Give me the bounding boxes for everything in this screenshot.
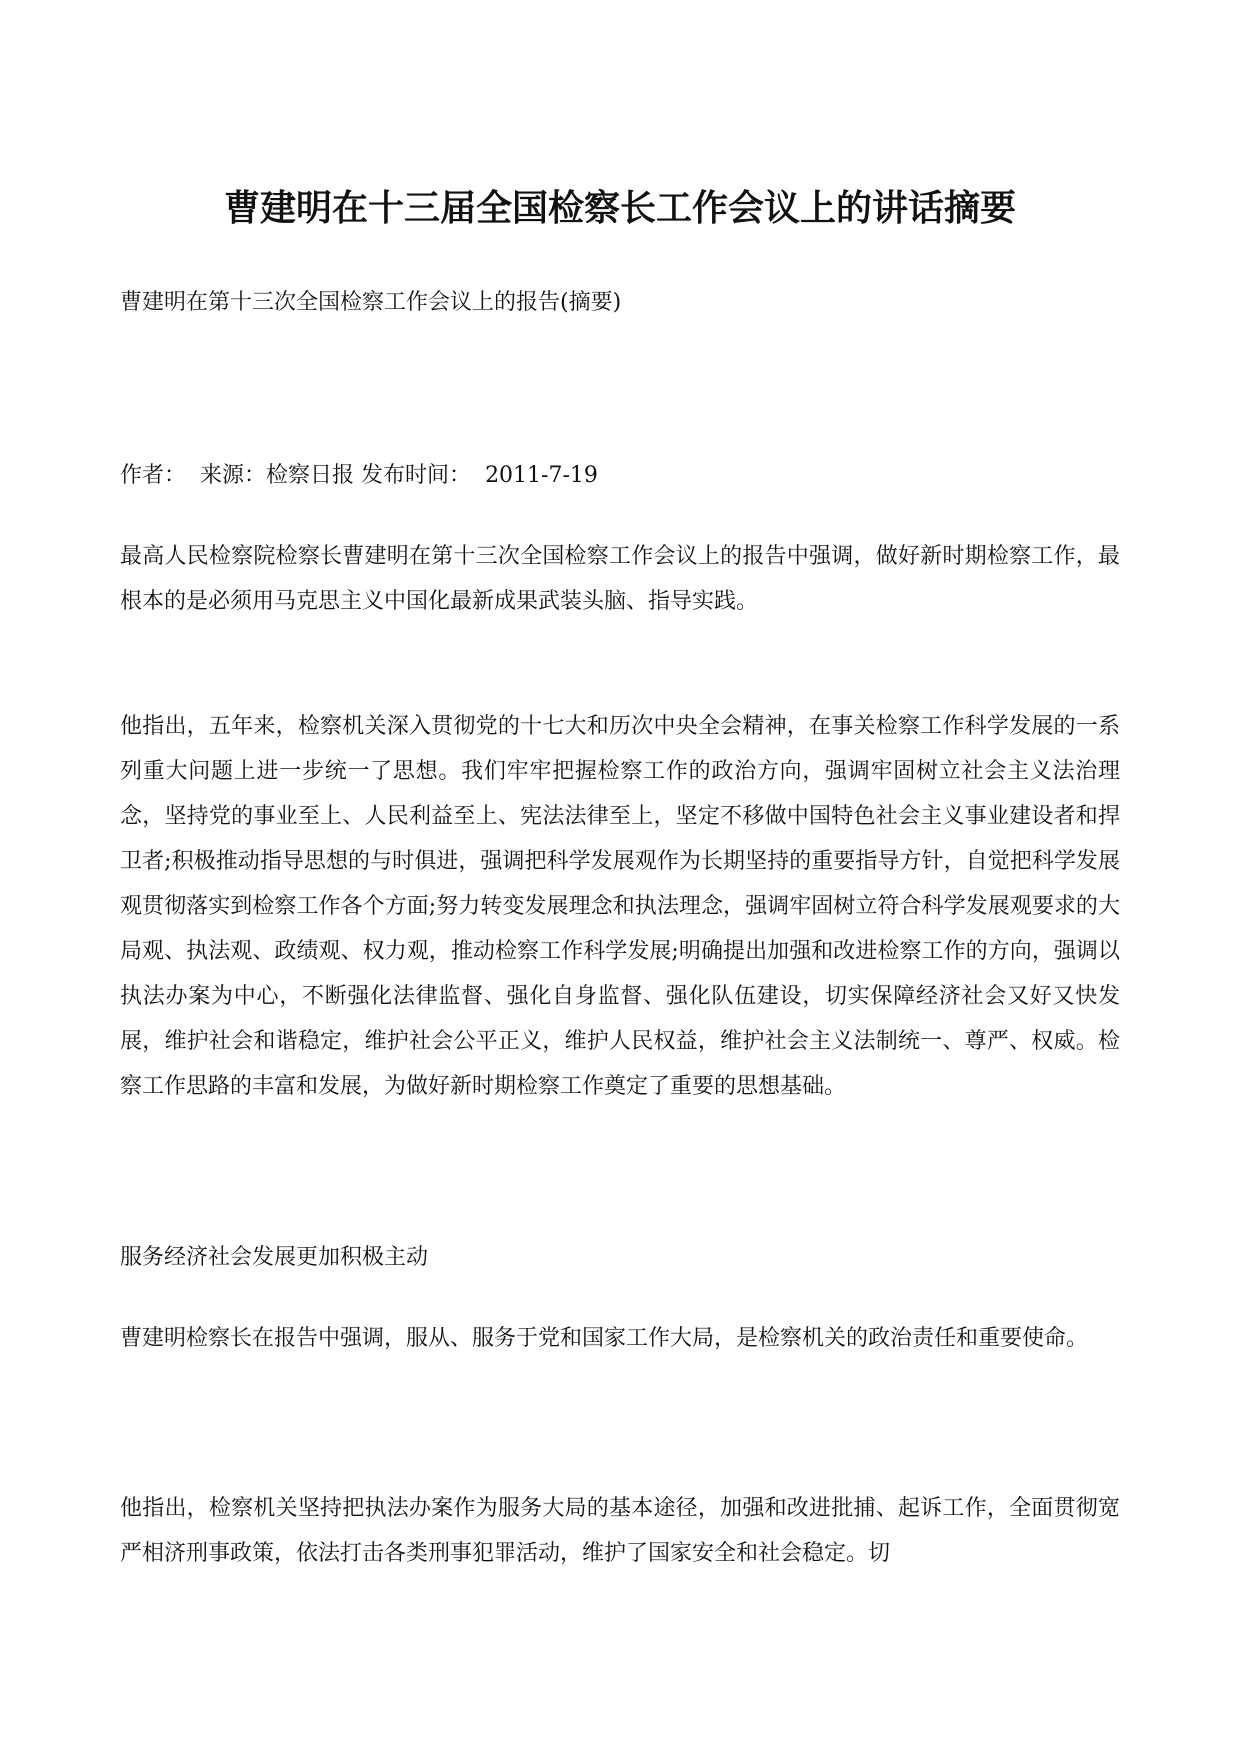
source-value: 检察日报	[266, 463, 355, 488]
date-label: 发布时间：	[361, 463, 472, 488]
paragraph-3: 曹建明检察长在报告中强调，服从、服务于党和国家工作大局，是检察机关的政治责任和重要使命。	[120, 1326, 1089, 1351]
date-value: 2011-7-19	[485, 463, 598, 488]
source-label: 来源：	[200, 463, 267, 488]
section-heading: 服务经济社会发展更加积极主动	[120, 1245, 429, 1270]
paragraph-4: 他指出，检察机关坚持把执法办案作为服务大局的基本途径，加强和改进批捕、起诉工作，全面贯彻宽严相济刑事政策，依法打击各类刑事犯罪活动，维护了国家安全和社会稳定。切	[120, 1496, 1120, 1566]
document-subtitle: 曹建明在第十三次全国检察工作会议上的报告(摘要)	[120, 290, 622, 315]
paragraph-1: 最高人民检察院检察长曹建明在第十三次全国检察工作会议上的报告中强调，做好新时期检察工作，最根本的是必须用马克思主义中国化最新成果武装头脑、指导实践。	[120, 544, 1120, 614]
author-label: 作者：	[120, 463, 187, 488]
document-meta	[120, 453, 1120, 498]
document-title: 曹建明在十三届全国检察长工作会议上的讲话摘要	[223, 188, 1016, 229]
paragraph-2: 他指出，五年来，检察机关深入贯彻党的十七大和历次中央全会精神，在事关检察工作科学发展的一系列重大问题上进一步统一了思想。我们牢牢把握检察工作的政治方向，强调牢固树立社会主义法治理念，坚持党的事业至上、人民利益至上、宪法法律至上，坚定不移做中国特色社会主义事业建设者和捍卫者;积极推动指导思想的与时俱进，强调把科学发展观作为长期坚持的重要指导方针，自觉把科学发展观贯彻落实到检察工作各个方面;努力转变发展理念和执法理念，强调牢固树立符合科学发展观要求的大局观、执法观、政绩观、权力观，推动检察工作科学发展;明确提出加强和改进检察工作的方向，强调以执法办案为中心，不断强化法律监督、强化自身监督、强化队伍建设，切实保障经济社会又好又快发展，维护社会和谐稳定，维护社会公平正义，维护人民权益，维护社会主义法制统一、尊严、权威。检察工作思路的丰富和发展，为做好新时期检察工作奠定了重要的思想基础。	[120, 714, 1120, 1099]
